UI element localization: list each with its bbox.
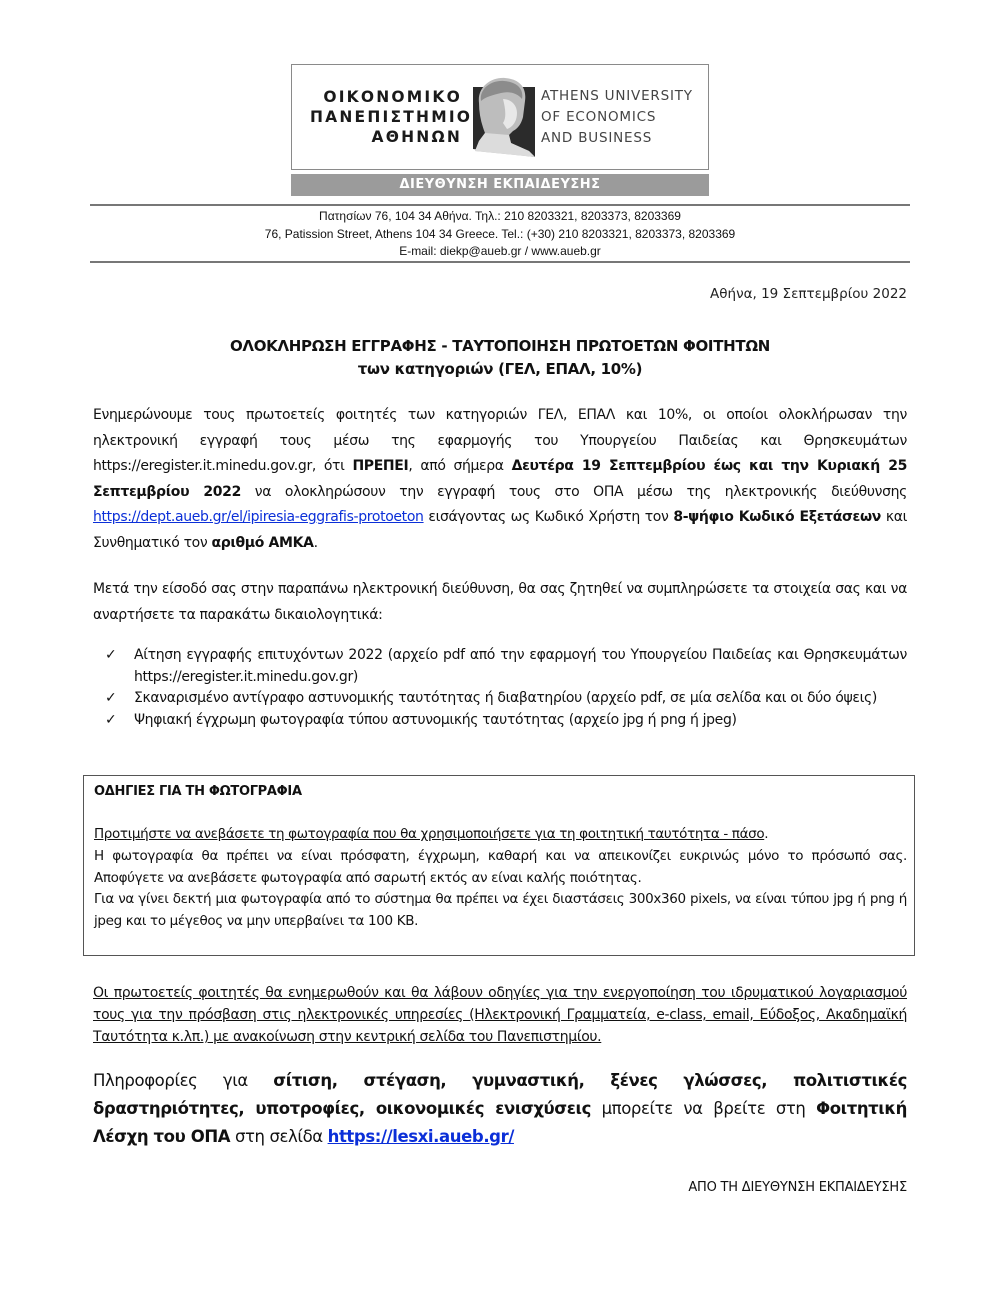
photo-quality-requirements: Η φωτογραφία θα πρέπει να είναι πρόσφατη, έγχρωμη, καθαρή και να απεικονίζει ευκρινώς μόνο το πρόσωπό σας. Αποφύγετε να ανεβάσετε φωτογραφία από σαρωτή εκτός αν είναι καλής ποιότητας. (94, 847, 907, 886)
emphasis-password: αριθμό ΑΜΚΑ (211, 534, 314, 551)
emphasis-student-club: Φοιτητική Λέσχη του ΟΠΑ (93, 1099, 908, 1146)
registration-link[interactable]: https://dept.aueb.gr/el/ipiresia-eggrafis-protoeton (93, 509, 424, 525)
department-banner: ΔΙΕΥΘΥΝΣΗ ΕΚΠΑΙΔΕΥΣΗΣ (291, 174, 709, 196)
photo-recommendation: Προτιμήστε να ανεβάσετε τη φωτογραφία που θα χρησιμοποιήσετε για τη φοιτητική ταυτότητα - πάσο (94, 826, 765, 842)
list-item: ✓ Σκαναρισμένο αντίγραφο αστυνομικής ταυτότητας ή διαβατηρίου (αρχείο pdf, σε μία σελίδα και οι δύο όψεις) (93, 688, 907, 710)
logo-greek-name (310, 87, 473, 147)
student-club-link[interactable]: https://lesxi.aueb.gr/ (327, 1127, 514, 1146)
checkmark-icon: ✓ (105, 711, 117, 728)
emphasis-services: σίτιση, στέγαση, γυμναστική, ξένες γλώσσες, πολιτιστικές δραστηριότητες, υποτροφίες, οικονομικές ενισχύσεις (93, 1071, 907, 1118)
student-club-info-paragraph: Πληροφορίες για σίτιση, στέγαση, γυμναστική, ξένες γλώσσες, πολιτιστικές δραστηριότητες, υποτροφίες, οικονομικές ενισχύσεις μπορείτε να βρείτε στη Φοιτητική Λέσχη του ΟΠΑ στη σελίδα https://lesxi.aueb.gr/ (93, 1071, 908, 1146)
signoff: ΑΠΟ ΤΗ ΔΙΕΥΘΥΝΣΗ ΕΚΠΑΙΔΕΥΣΗΣ (688, 1180, 907, 1195)
checkmark-icon: ✓ (105, 647, 117, 663)
list-item: ✓ Ψηφιακή έγχρωμη φωτογραφία τύπου αστυνομικής ταυτότητας (αρχείο jpg ή png ή jpeg) (93, 710, 907, 732)
document-subtitle: των κατηγοριών (ΓΕΛ, ΕΠΑΛ, 10%) (357, 360, 643, 378)
required-documents-list (93, 645, 907, 731)
intro-paragraph: Ενημερώνουμε τους πρωτοετείς φοιτητές των κατηγοριών ΓΕΛ, ΕΠΑΛ και 10%, οι οποίοι ολοκλήρωσαν την ηλεκτρονική εγγραφή τους μέσω της εφαρμογής του Υπουργείου Παιδείας και Θρησκευμάτων https://eregister.it.minedu.gov.gr, ότι ΠΡΕΠΕΙ, από σήμερα Δευτέρα 19 Σεπτεμβρίου έως και την Κυριακή 25 Σεπτεμβρίου 2022 να ολοκληρώσουν την εγγραφή τους στο ΟΠΑ μέσω της ηλεκτρονικής διεύθυνσης https://dept.aueb.gr/el/ipiresia-eggrafis-protoeton εισάγοντας ως Κωδικό Χρήστη τον 8-ψήφιο Κωδικό Εξετάσεων και Συνθηματικό τον αριθμό ΑΜΚΑ. (93, 407, 907, 551)
contact-address-english: 76, Patission Street, Athens 104 34 Greece. Tel.: (+30) 210 8203321, 8203373, 8203369 (264, 226, 736, 241)
logo-english-line: OF ECONOMICS (541, 109, 657, 125)
photo-instructions-body: Προτιμήστε να ανεβάσετε τη φωτογραφία που θα χρησιμοποιήσετε για τη φοιτητική ταυτότητα - πάσο. Η φωτογραφία θα πρέπει να είναι πρόσφατη, έγχρωμη, καθαρή και να απεικονίζει ευκρινώς μόνο το πρόσωπό σας. Αποφύγετε να ανεβάσετε φωτογραφία από σαρωτή εκτός αν είναι καλής ποιότητας. Για να γίνει δεκτή μια φωτογραφία από το σύστημα θα πρέπει να έχει διαστάσεις 300x360 pixels, να είναι τύπου jpg ή png ή jpeg και το μέγεθος να μην υπερβαίνει τα 100 KB. (94, 824, 907, 933)
university-logo (291, 64, 709, 170)
contact-email-web: E-mail: diekp@aueb.gr / www.aueb.gr (399, 244, 601, 258)
logo-english-line: AND BUSINESS (541, 130, 653, 146)
list-item: ✓ Αίτηση εγγραφής επιτυχόντων 2022 (αρχείο pdf από την εφαρμογή του Υπουργείου Παιδείας και Θρησκευμάτων https://eregister.it.minedu.gov.gr) (105, 647, 907, 685)
header-divider-bottom (90, 261, 910, 263)
logo-greek-line: ΟΙΚΟΝΟΜΙΚΟ (323, 88, 462, 106)
document-title: ΟΛΟΚΛΗΡΩΣΗ ΕΓΓΡΑΦΗΣ - ΤΑΥΤΟΠΟΙΗΣΗ ΠΡΩΤΟΕΤΩΝ ΦΟΙΤΗΤΩΝ (229, 337, 771, 355)
accounts-note-paragraph: Οι πρωτοετείς φοιτητές θα ενημερωθούν και θα λάβουν οδηγίες για την ενεργοποίηση του ιδρυματικού λογαριασμού τους για την πρόσβαση στις ηλεκτρονικές υπηρεσίες (Ηλεκτρονική Γραμματεία, e-class, email, Εύδοξος, Ακαδημαϊκή Ταυτότητα κ.λπ.) με ανακοίνωση στην κεντρική σελίδα του Πανεπιστημίου. (93, 985, 907, 1045)
photo-instructions-heading: ΟΔΗΓΙΕΣ ΓΙΑ ΤΗ ΦΩΤΟΓΡΑΦΙΑ (94, 784, 302, 799)
photo-technical-requirements: Για να γίνει δεκτή μια φωτογραφία από το σύστημα θα πρέπει να έχει διαστάσεις 300x360 pixels, να είναι τύπου jpg ή png ή jpeg και το μέγεθος να μην υπερβαίνει τα 100 KB. (94, 891, 907, 930)
documents-intro-paragraph: Μετά την είσοδό σας στην παραπάνω ηλεκτρονική διεύθυνση, θα σας ζητηθεί να συμπληρώσετε τα στοιχεία σας και να αναρτήσετε τα παρακάτω δικαιολογητικά: (93, 581, 907, 623)
contact-info (90, 208, 910, 261)
header-divider-top (90, 204, 910, 206)
logo-greek-line: ΠΑΝΕΠΙΣΤΗΜΙΟ (310, 108, 473, 126)
emphasis-deadline: Δευτέρα 19 Σεπτεμβρίου έως και την Κυριακή 25 Σεπτεμβρίου 2022 (93, 458, 907, 500)
emphasis-must: ΠΡΕΠΕΙ (352, 458, 409, 474)
logo-english-name (541, 86, 706, 149)
document-date: Αθήνα, 19 Σεπτεμβρίου 2022 (710, 286, 907, 302)
contact-address-greek: Πατησίων 76, 104 34 Αθήνα. Τηλ.: 210 8203321, 8203373, 8203369 (319, 209, 681, 223)
logo-english-line: ATHENS UNIVERSITY (541, 88, 693, 104)
checkmark-icon: ✓ (105, 690, 117, 706)
photo-instructions-box (83, 775, 915, 956)
emphasis-username: 8-ψήφιο Κωδικό Εξετάσεων (673, 509, 881, 525)
statue-head-icon (469, 73, 539, 159)
logo-greek-line: ΑΘΗΝΩΝ (371, 128, 462, 146)
